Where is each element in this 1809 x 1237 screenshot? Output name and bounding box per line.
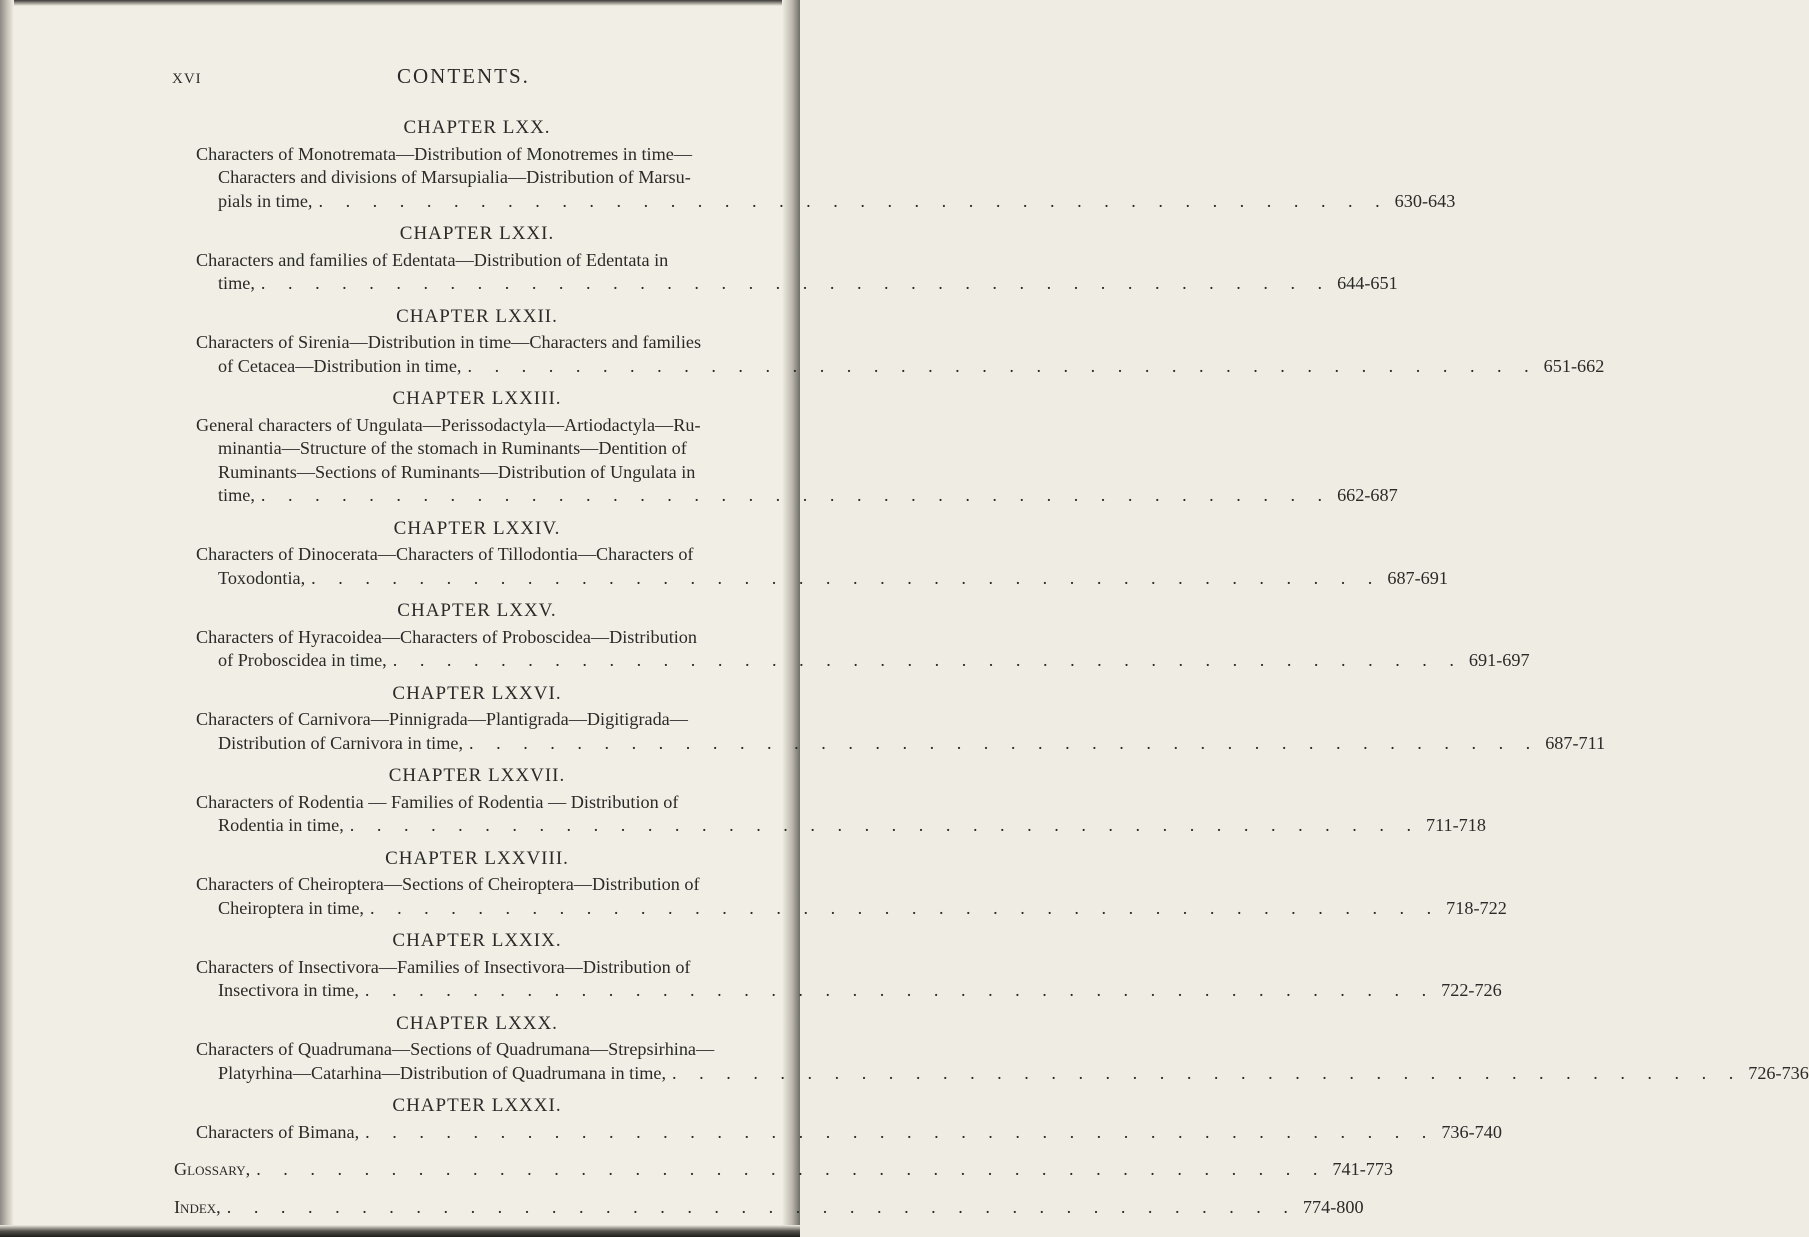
page-range: 741-773 <box>1332 1159 1394 1179</box>
summary-line: Characters of Carnivora—Pinnigrada—Plantigrada—Digitigrada— <box>196 709 688 729</box>
page-range: 662-687 <box>1337 485 1398 505</box>
chapter-heading: CHAPTER LXXIX. <box>392 930 562 951</box>
chapter-summary <box>174 1121 1502 1145</box>
chapter-summary-text <box>174 1038 1809 1085</box>
dot-leader: . . . . . . . . . . . . . . . . . . . . . . . . . . . . . . . . . . . . . . . . <box>369 897 1441 918</box>
dot-leader: . . . . . . . . . . . . . . . . . . . . . . . . . . . . . . . . . . . . . . . . <box>364 980 1436 1000</box>
summary-line: of Proboscidea in time, <box>218 650 387 670</box>
chapter-summary <box>174 143 1456 214</box>
appendix-label: Glossary, <box>174 1159 251 1179</box>
page-range: 644-651 <box>1337 273 1398 293</box>
dot-leader: . . . . . . . . . . . . . . . . . . . . . . . . . . . . . . . . . . . . . . . . <box>349 815 1420 835</box>
chapter-section <box>174 1012 1809 1086</box>
page-edge-right <box>782 0 800 1237</box>
contents-list <box>174 116 1809 1219</box>
summary-line: pials in time, <box>218 190 313 211</box>
page-range: 687-711 <box>1545 732 1606 753</box>
dot-leader: . . . . . . . . . . . . . . . . . . . . . . . . . . . . . . . . . . . . . . . . <box>318 190 1389 211</box>
summary-line: time, <box>218 273 255 293</box>
dot-leader: . . . . . . . . . . . . . . . . . . . . . . . . . . . . . . . . . . . . . . . . <box>467 355 1538 376</box>
page-range: 711-718 <box>1425 815 1486 835</box>
chapter-summary-text <box>174 956 1502 1003</box>
dot-leader: . . . . . . . . . . . . . . . . . . . . . . . . . . . . . . . . . . . . . . . . <box>365 1121 1436 1142</box>
chapter-section <box>174 929 1502 1003</box>
page-range: 774-800 <box>1302 1196 1364 1217</box>
summary-last-line <box>196 355 1605 379</box>
appendix-entry <box>174 1158 1394 1182</box>
chapter-heading: CHAPTER LXXVI. <box>392 682 562 704</box>
summary-last-line <box>196 1062 1809 1086</box>
summary-last-line <box>196 732 1606 756</box>
chapter-summary <box>174 873 1507 920</box>
chapter-summary <box>174 708 1606 755</box>
chapter-heading: CHAPTER LXXV. <box>397 600 557 621</box>
chapter-section <box>174 116 1456 213</box>
page-range: 726-736 <box>1748 1062 1809 1083</box>
chapter-summary-text <box>174 414 1398 508</box>
summary-line: Insectivora in time, <box>218 980 359 1000</box>
summary-line: Rodentia in time, <box>218 815 344 835</box>
page-edge-left <box>0 0 14 1237</box>
dot-leader: . . . . . . . . . . . . . . . . . . . . . . . . . . . . . . . . . . . . . . . . <box>260 485 1332 505</box>
summary-line: Characters of Quadrumana—Sections of Quadrumana—Strepsirhina— <box>196 1039 715 1059</box>
chapter-heading: CHAPTER LXXIII. <box>392 388 562 409</box>
page-edge-bottom <box>0 1225 800 1237</box>
summary-line: Characters and families of Edentata—Distribution of Edentata in <box>196 249 669 270</box>
dot-leader: . . . . . . . . . . . . . . . . . . . . . . . . . . . . . . . . . . . . . . . . <box>672 1062 1743 1083</box>
chapter-summary <box>174 331 1605 378</box>
summary-line: Characters of Rodentia — Families of Rodentia — Distribution of <box>196 791 679 812</box>
summary-line: Toxodontia, <box>218 567 306 588</box>
dot-leader: . . . . . . . . . . . . . . . . . . . . . . . . . . . . . . . . . . . . . . . . <box>392 650 1463 670</box>
chapter-summary <box>174 791 1486 838</box>
page-number: xvi <box>172 64 202 88</box>
page-range: 691-697 <box>1468 650 1530 670</box>
page-range: 687-691 <box>1387 567 1448 588</box>
chapter-summary-text <box>174 791 1486 838</box>
summary-line: Characters of Hyracoidea—Characters of Proboscidea—Distribution <box>196 626 697 647</box>
page-range: 736-740 <box>1441 1121 1502 1142</box>
chapter-summary-text <box>174 873 1507 920</box>
chapter-heading: CHAPTER LXXII. <box>396 305 558 327</box>
dot-leader: . . . . . . . . . . . . . . . . . . . . . . . . . . . . . . . . . . . . . . . . <box>469 732 1540 753</box>
summary-line: Characters of Dinocerata—Characters of Tillodontia—Characters of <box>196 544 694 564</box>
dot-leader: . . . . . . . . . . . . . . . . . . . . . . . . . . . . . . . . . . . . . . . . <box>226 1196 1297 1217</box>
chapter-heading: CHAPTER LXXI. <box>399 223 555 244</box>
chapter-heading: CHAPTER LXXIV. <box>393 517 561 539</box>
page-range: 722-726 <box>1441 980 1502 1000</box>
summary-line: Ruminants—Sections of Ruminants—Distribution of Ungulata in <box>218 461 696 482</box>
page-range: 630-643 <box>1394 190 1456 211</box>
summary-line: General characters of Ungulata—Perissodactyla—Artiodactyla—Ru- <box>196 414 701 435</box>
chapter-heading: CHAPTER LXX. <box>403 117 551 138</box>
chapter-summary <box>174 956 1502 1003</box>
chapter-summary-text <box>174 708 1606 755</box>
dot-leader: . . . . . . . . . . . . . . . . . . . . . . . . . . . . . . . . . . . . . . . . <box>256 1159 1327 1179</box>
dot-leader: . . . . . . . . . . . . . . . . . . . . . . . . . . . . . . . . . . . . . . . . <box>311 567 1382 588</box>
summary-line: of Cetacea—Distribution in time, <box>218 355 462 376</box>
page-title: CONTENTS. <box>397 64 530 88</box>
chapter-heading: CHAPTER LXXX. <box>396 1012 558 1034</box>
dot-leader: . . . . . . . . . . . . . . . . . . . . . . . . . . . . . . . . . . . . . . . . <box>260 273 1332 293</box>
chapter-summary <box>174 626 1530 673</box>
chapter-summary <box>174 1038 1809 1085</box>
summary-last-line <box>196 897 1507 921</box>
chapter-section <box>174 682 1606 756</box>
summary-last-line <box>196 272 1398 296</box>
chapter-section <box>174 387 1398 508</box>
page-edge-top <box>0 0 800 6</box>
summary-last-line <box>196 1121 1502 1145</box>
summary-line: Characters of Sirenia—Distribution in time—Characters and families <box>196 332 702 352</box>
summary-line: Cheiroptera in time, <box>218 897 364 918</box>
chapter-section <box>174 517 1448 591</box>
chapter-summary-text <box>174 543 1448 590</box>
summary-last-line <box>196 979 1502 1003</box>
appendix-label: Index, <box>174 1196 221 1217</box>
chapter-summary-text <box>174 626 1530 673</box>
chapter-section <box>174 305 1605 379</box>
chapter-heading: CHAPTER LXXVII. <box>388 765 566 786</box>
chapter-summary <box>174 249 1398 296</box>
summary-last-line <box>196 484 1398 508</box>
summary-line: Distribution of Carnivora in time, <box>218 732 463 753</box>
summary-line: time, <box>218 485 255 505</box>
summary-line: Platyrhina—Catarhina—Distribution of Quadrumana in time, <box>218 1062 667 1083</box>
summary-line: Characters of Cheiroptera—Sections of Cheiroptera—Distribution of <box>196 874 700 894</box>
summary-last-line <box>196 190 1456 214</box>
chapter-summary-text <box>174 143 1456 214</box>
summary-last-line <box>196 649 1530 673</box>
chapter-heading: CHAPTER LXXXI. <box>392 1095 562 1116</box>
summary-last-line <box>196 814 1486 838</box>
chapter-section <box>174 222 1398 296</box>
chapter-summary-text <box>174 1121 1502 1145</box>
chapter-section <box>174 599 1530 673</box>
chapter-heading: CHAPTER LXXVIII. <box>385 847 569 869</box>
chapter-summary <box>174 543 1448 590</box>
summary-line: Characters of Insectivora—Families of Insectivora—Distribution of <box>196 956 691 977</box>
summary-line: minantia—Structure of the stomach in Ruminants—Dentition of <box>218 438 687 458</box>
page-range: 718-722 <box>1446 897 1507 918</box>
chapter-section <box>174 847 1507 921</box>
running-header <box>172 64 692 94</box>
summary-line: Characters of Bimana, <box>196 1121 360 1142</box>
page-range: 651-662 <box>1543 355 1605 376</box>
chapter-summary-text <box>174 249 1398 296</box>
summary-line: Characters of Monotremata—Distribution of Monotremes in time— <box>196 143 693 164</box>
summary-last-line <box>196 567 1448 591</box>
chapter-section <box>174 1094 1502 1144</box>
appendix-entry <box>174 1196 1364 1220</box>
summary-line: Characters and divisions of Marsupialia—Distribution of Marsu- <box>218 167 691 187</box>
chapter-summary <box>174 414 1398 508</box>
chapter-summary-text <box>174 331 1605 378</box>
chapter-section <box>174 764 1486 838</box>
